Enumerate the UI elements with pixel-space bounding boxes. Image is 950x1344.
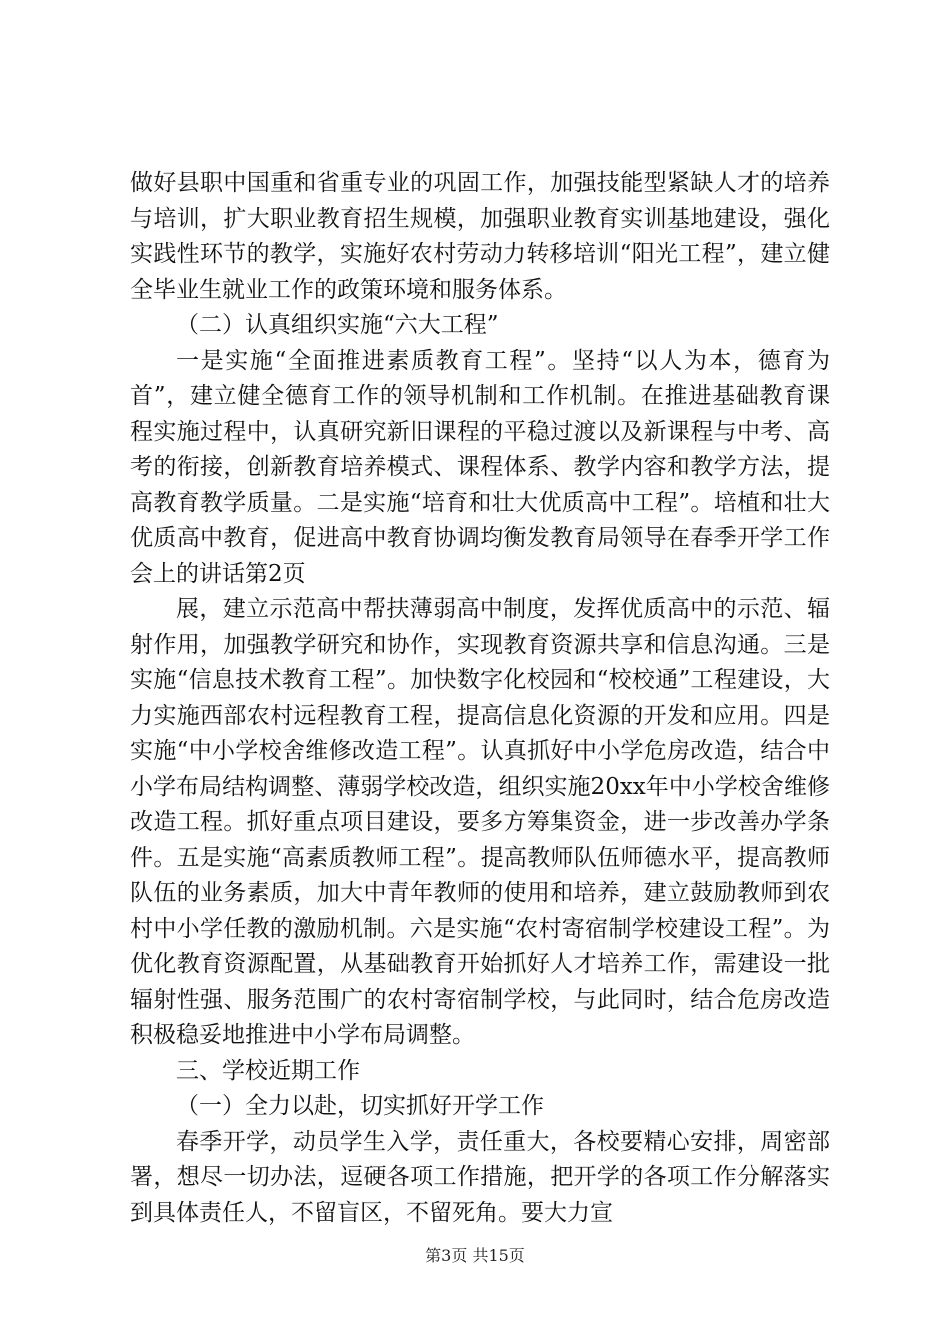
document-body [130,166,830,1231]
paragraph-continuation: 做好县职中国重和省重专业的巩固工作，加强技能型紧缺人才的培养与培训，扩大职业教育招生规模，加强职业教育实训基地建设，强化实践性环节的教学，实施好农村劳动力转移培训“阳光工程”，建立健全毕业生就业工作的政策环境和服务体系。 [130,170,830,303]
subsection-heading-school-opening: （一）全力以赴，切实抓好开学工作 [176,1093,544,1119]
paragraph-projects-one-two: 一是实施“全面推进素质教育工程”。坚持“以人为本，德育为首”，建立健全德育工作的领导机制和工作机制。在推进基础教育课程实施过程中，认真研究新旧课程的平稳过渡以及新课程与中考、高考的衔接，创新教育培养模式、课程体系、教学内容和教学方法，提高教育教学质量。二是实施“培育和壮大优质高中工程”。培植和壮大优质高中教育，促进高中教育协调均衡发教育局领导在春季开学工作会上的讲话第2页 [130,347,830,587]
section-heading-recent-work: 三、学校近期工作 [176,1057,360,1084]
page-footer: 第3页 共15页 [425,1246,525,1265]
paragraph-projects-three-to-six: 展，建立示范高中帮扶薄弱高中制度，发挥优质高中的示范、辐射作用，加强教学研究和协作，实现教育资源共享和信息沟通。三是实施“信息技术教育工程”。加快数字化校园和“校校通”工程建设，大力实施西部农村远程教育工程，提高信息化资源的开发和应用。四是实施“中小学校舍维修改造工程”。认真抓好中小学危房改造，结合中小学布局结构调整、薄弱学校改造，组织实施20xx年中小学校舍维修改造工程。抓好重点项目建设，要多方筹集资金，进一步改善办学条件。五是实施“高素质教师工程”。提高教师队伍师德水平，提高教师队伍的业务素质，加大中青年教师的使用和培养，建立鼓励教师到农村中小学任教的激励机制。六是实施“农村寄宿制学校建设工程”。为优化教育资源配置，从基础教育开始抓好人才培养工作，需建设一批辐射性强、服务范围广的农村寄宿制学校，与此同时，结合危房改造积极稳妥地推进中小学布局调整。 [130,596,830,1048]
paragraph-spring-opening: 春季开学，动员学生入学，责任重大，各校要精心安排，周密部署，想尽一切办法，逗硬各项工作措施，把开学的各项工作分解落实到具体责任人，不留盲区，不留死角。要大力宣 [130,1128,830,1226]
section-heading-six-projects: （二）认真组织实施“六大工程” [176,312,499,338]
